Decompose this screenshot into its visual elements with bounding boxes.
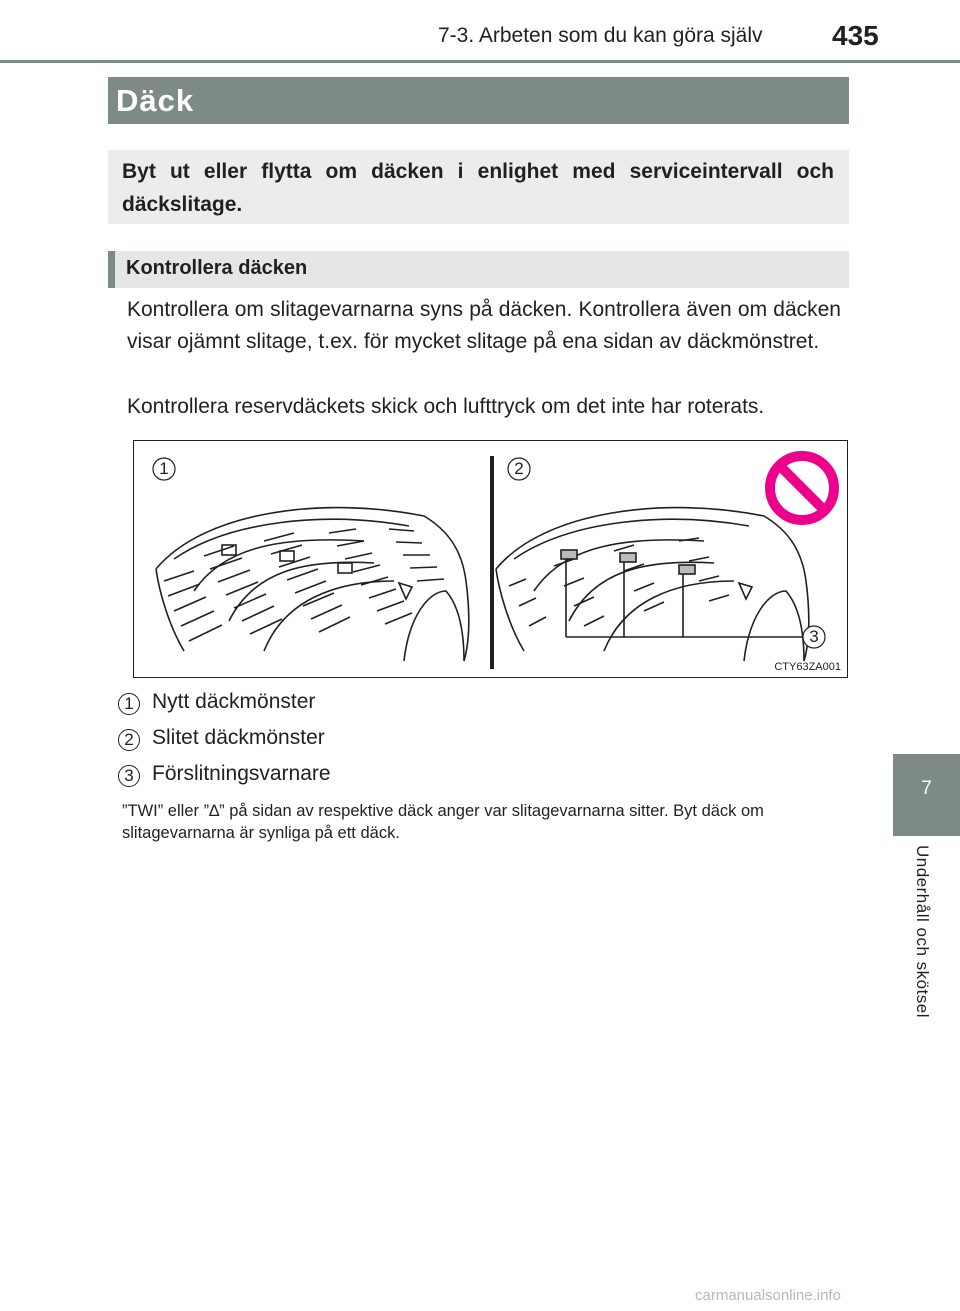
chapter-label: Underhåll och skötsel — [913, 845, 932, 1019]
header-divider — [0, 60, 960, 63]
subheading-accent — [108, 251, 115, 288]
callout-label-1: 1 — [159, 459, 169, 478]
callout-label-2: 2 — [514, 459, 524, 478]
page-number: 435 — [832, 20, 879, 51]
subheading: Kontrollera däcken — [126, 257, 308, 279]
figure-code: CTY63ZA001 — [774, 661, 841, 673]
note-text: ”TWI” eller ”∆” på sidan av respektive däck anger var slitagevarnarna sitter. Byt däck om slitagevarnarna är synliga på ett däck. — [122, 802, 764, 842]
legend-text-2: Slitet däckmönster — [152, 726, 325, 749]
callout-label-3: 3 — [809, 627, 819, 646]
legend-number-3: 3 — [118, 765, 140, 787]
header-section-title: 7-3. Arbeten som du kan göra själv — [438, 24, 763, 47]
legend-text-1: Nytt däckmönster — [152, 690, 316, 713]
new-tire-drawing — [156, 508, 469, 661]
legend-text-3: Förslitningsvarnare — [152, 762, 331, 785]
prohibited-icon — [770, 456, 834, 520]
title-bar — [108, 77, 849, 124]
worn-tire-drawing — [496, 508, 809, 661]
tire-illustration — [133, 440, 848, 678]
paragraph-check-wear: Kontrollera om slitagevarnarna syns på däcken. Kontrollera även om däcken visar ojämnt slitage, t.ex. för mycket slitage på ena sidan av däckmönstret. — [127, 298, 841, 353]
watermark: carmanualsonline.info — [695, 1287, 841, 1304]
chapter-number: 7 — [921, 778, 932, 799]
paragraph-spare-tire: Kontrollera reservdäckets skick och lufttryck om det inte har roterats. — [127, 395, 765, 418]
legend-number-2: 2 — [118, 729, 140, 751]
page-title: Däck — [116, 83, 195, 118]
tire-drawing — [134, 441, 849, 679]
legend-number-1: 1 — [118, 693, 140, 715]
intro-text: Byt ut eller flytta om däcken i enlighet med serviceintervall och däckslitage. — [122, 160, 834, 216]
